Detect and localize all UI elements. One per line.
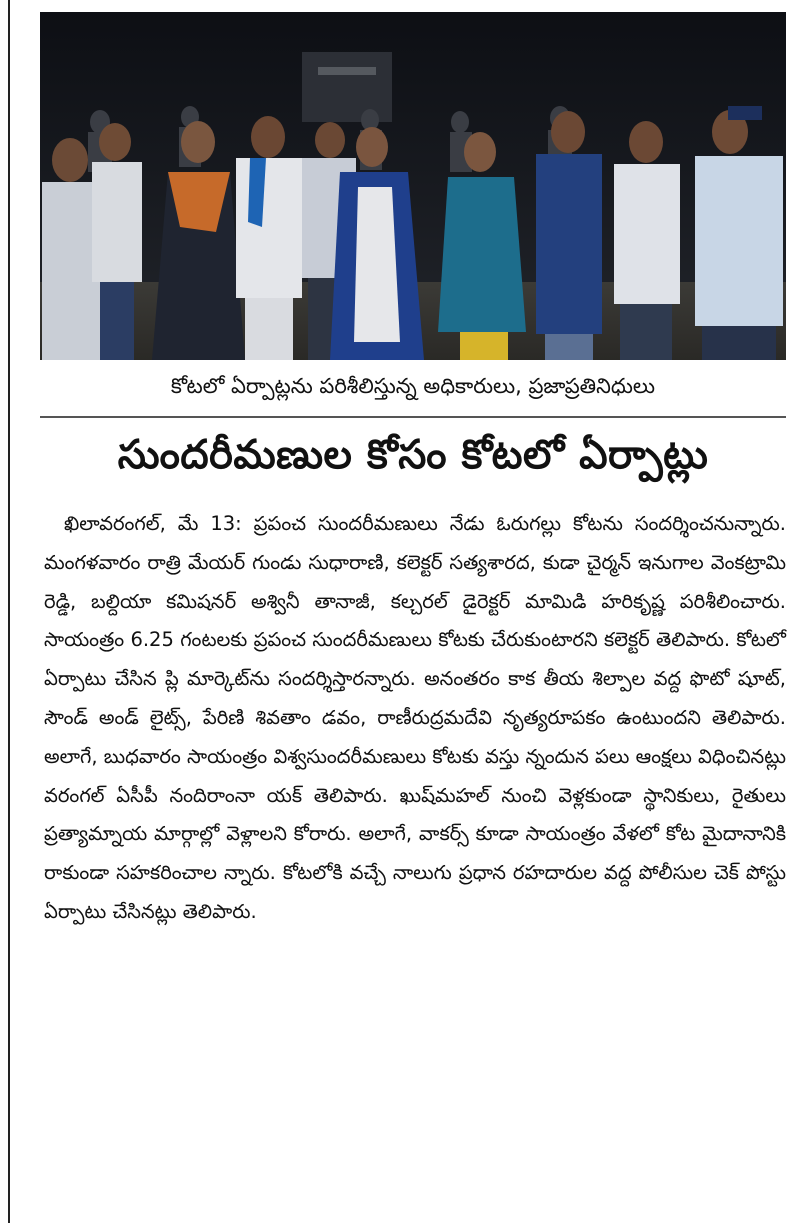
article-headline: సుందరీమణుల కోసం కోటలో ఏర్పాట్లు [117,432,709,478]
photo-caption: కోటలో ఏర్పాట్లను పరిశీలిస్తున్న అధికారులు, ప్రజాప్రతినిధులు [40,362,786,418]
column-rule [8,0,10,1223]
news-photo-graphic [40,12,786,360]
article-body: ఖిలావరంగల్, మే 13: ప్రపంచ సుందరీమణులు నేడు ఓరుగల్లు కోటను సందర్శించనున్నారు. మంగళవారం రాత్రి మేయర్ గుండు సుధారాణి, కలెక్టర్ సత్యశారద, కుడా చైర్మన్ ఇనుగాల వెంకట్రామి రెడ్డి, బల్దియా కమిషనర్ అశ్వినీ తానాజీ, కల్చరల్ డైరెక్టర్ మామిడి హరికృష్ణ పరిశీలించారు. సాయంత్రం 6.25 గంటలకు ప్రపంచ సుందరీమణులు కోటకు చేరుకుంటారని కలెక్టర్ తెలిపారు. కోటలో ఏర్పాటు చేసిన ప్లి మార్కెట్‌ను సందర్శిస్తారన్నారు. అనంతరం కాక తీయ శిల్పాల వద్ద ఫొటో షూట్, సౌండ్ అండ్ లైట్స్, పేరిణి శివతాం డవం, రాణీరుద్రమదేవి నృత్యరూపకం ఉంటుందని తెలిపారు. అలాగే, బుధవారం సాయంత్రం విశ్వసుందరీమణులు కోటకు వస్తు న్నందున పలు ఆంక్షలు విధించినట్లు వరంగల్ ఏసీపీ నందిరాంనా యక్ తెలిపారు. ఖుష్‌మహల్ నుంచి వెళ్లకుండా స్థానికులు, రైతులు ప్రత్యామ్నాయ మార్గాల్లో వెళ్లాలని కోరారు. అలాగే, వాకర్స్ కూడా సాయంత్రం వేళలో కోట మైదానానికి రాకుండా సహకరించాల న్నారు. కోటలోకి వచ్చే నాలుగు ప్రధాన రహదారుల వద్ద పోలీసుల చెక్ పోస్టు ఏర్పాటు చేసినట్లు తెలిపారు. [44,512,786,923]
news-photo [40,12,786,360]
